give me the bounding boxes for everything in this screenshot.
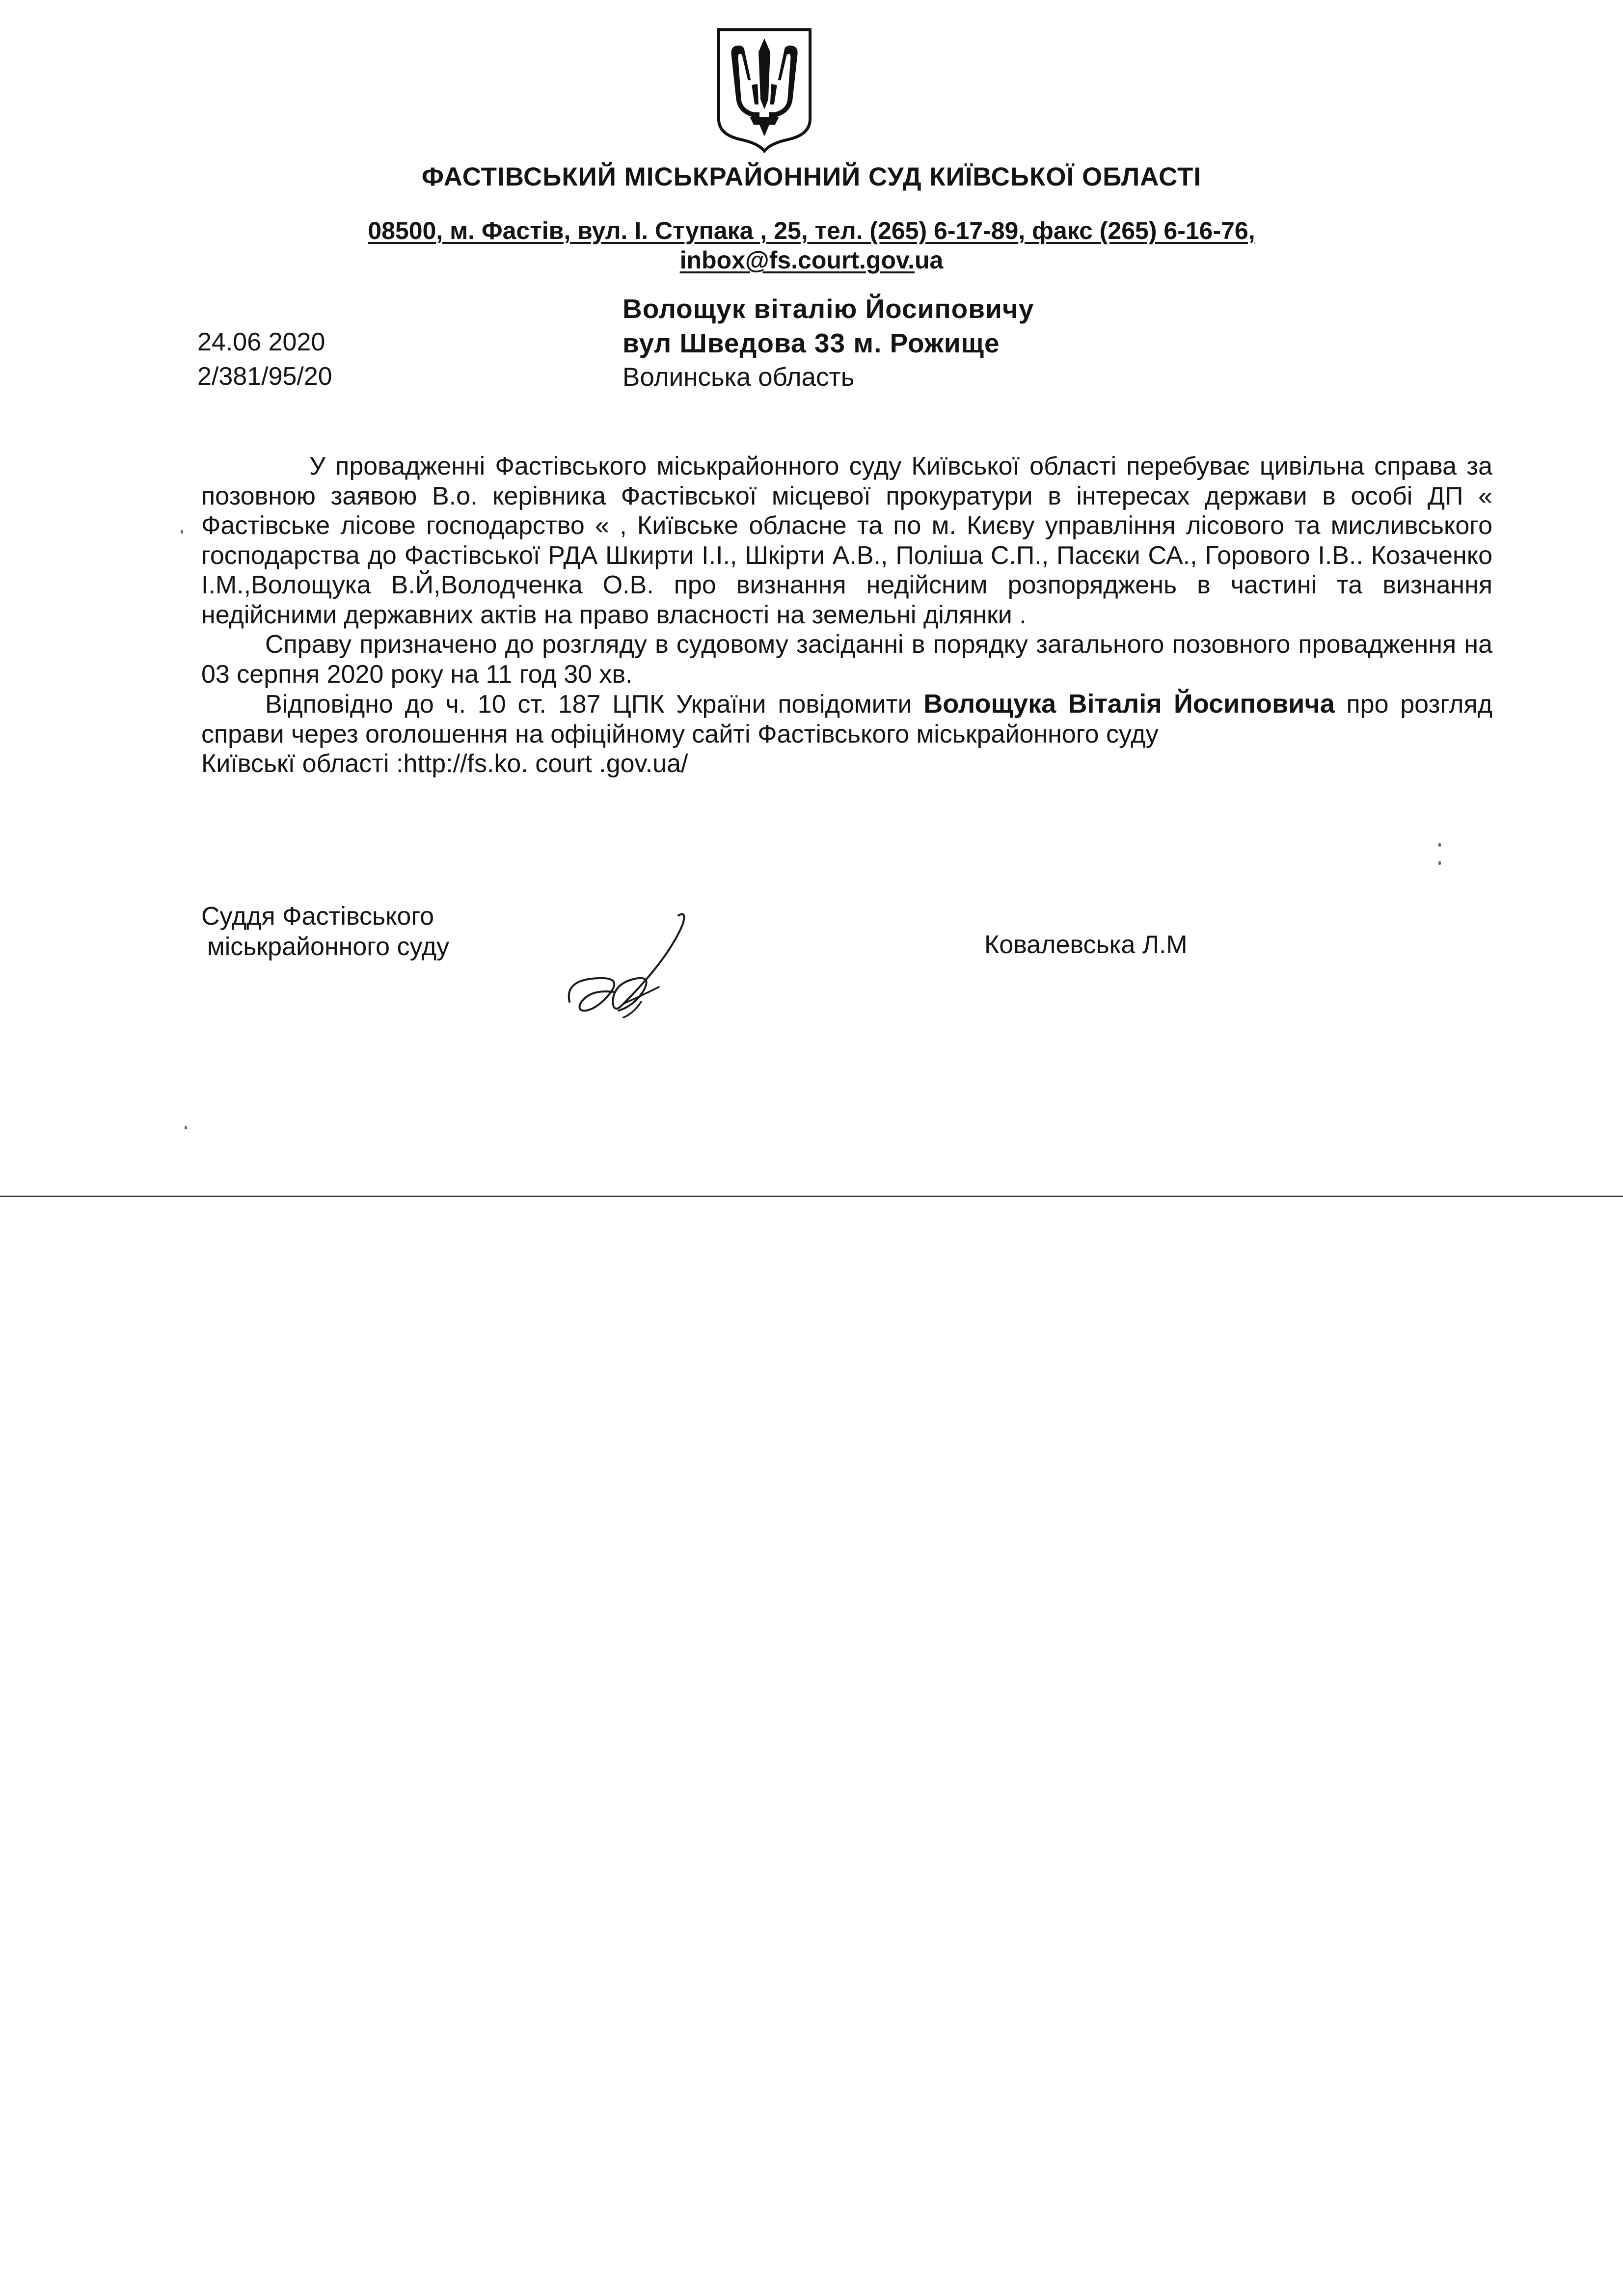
scan-speck xyxy=(1438,843,1441,847)
recipient-name: Волощук віталію Йосиповичу xyxy=(622,294,1034,324)
judge-title-line1: Суддя Фастівського xyxy=(201,902,434,931)
paragraph-case-description: У провадженні Фастівського міськрайонного суду Київської області перебуває цивільна справа за позовною заявою В.о. керівника Фастівської місцевої прокуратури в інтересах держави в особі ДП « Фастівське лісове господарство « , Київське обласне та по м. Києву управління лісового та мисливського господарства до Фастівської РДА Шкирти І.І., Шкірти А.В., Поліша С.П., Пасєки СА., Горового І.В.. Козаченко І.М.,Волощука В.Й,Володченка О.В. про визнання недійсним розпоряджень в частині та визнання недійсними державних актів на право власності на земельні ділянки . xyxy=(201,452,1492,629)
notification-text-before: Відповідно до ч. 10 ст. 187 ЦПК України повідомити xyxy=(265,690,924,719)
case-reference: 2/381/95/20 xyxy=(197,362,332,391)
letter-date: 24.06 2020 xyxy=(197,328,325,356)
judge-title-line2: міськрайонного суду xyxy=(207,933,450,961)
notification-text-after: про розгляд справи через оголошення на офіційному сайті Фастівського міськрайонного суду xyxy=(201,690,1493,748)
scan-speck xyxy=(1438,861,1441,865)
recipient-block xyxy=(622,292,1034,395)
judge-title xyxy=(201,901,449,962)
email-domain-tail: ua xyxy=(915,246,944,274)
court-name: ФАСТІВСЬКИЙ МІСЬКРАЙОННИЙ СУД КИЇВСЬКОЇ ОБЛАСТІ xyxy=(421,162,1202,191)
email-line xyxy=(0,245,1623,275)
scan-speck xyxy=(185,1126,187,1129)
scan-edge-line xyxy=(0,1196,1623,1199)
paragraph-notification xyxy=(201,689,1492,749)
recipient-region: Волинська область xyxy=(622,363,855,392)
court-address xyxy=(0,216,1623,275)
trident-emblem-icon xyxy=(716,27,813,153)
paragraph-hearing-date: Справу призначено до розгляду в судовому засіданні в порядку загального позовного провадження на 03 серпня 2020 року на 11 год 30 хв. xyxy=(201,630,1492,689)
letter-meta xyxy=(197,325,332,394)
letter-body xyxy=(201,452,1492,779)
recipient-street: вул Шведова 33 м. Рожище xyxy=(622,328,1000,358)
email-link[interactable]: inbox@fs.court.gov. xyxy=(679,246,915,274)
defendant-name: Волощука Віталія Йосиповича xyxy=(923,689,1335,719)
judge-name: Ковалевська Л.М xyxy=(984,931,1188,959)
court-website-line: Київськї області :http://fs.ko. court .gov.ua/ xyxy=(201,749,688,778)
scan-speck xyxy=(181,530,183,534)
address-line: 08500, м. Фастів, вул. І. Ступака , 25, тел. (265) 6-17-89, факс (265) 6-16-76, xyxy=(368,217,1255,244)
handwritten-signature-icon xyxy=(550,906,697,1028)
